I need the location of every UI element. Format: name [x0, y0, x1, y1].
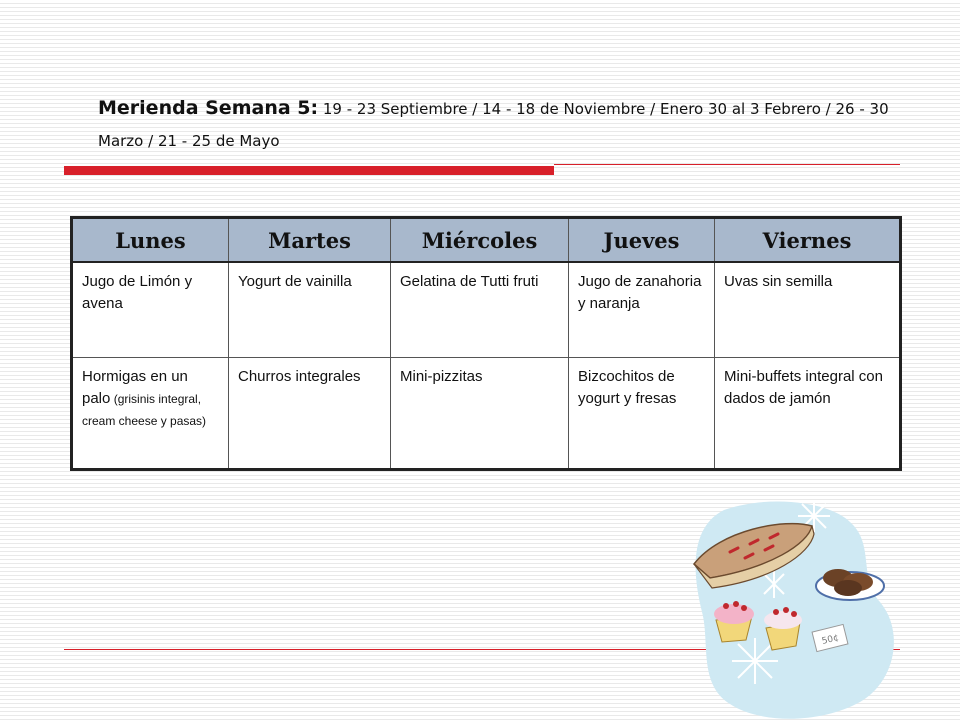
cell-lunes-2-main: Hormigas en un palo: [82, 368, 188, 407]
column-header-viernes: Viernes: [715, 218, 901, 263]
table-row: [72, 262, 901, 358]
price-tag-label: 50¢: [820, 633, 841, 647]
page-title: [98, 92, 898, 157]
cell-lunes-1: Jugo de Limón y avena: [72, 262, 229, 358]
bake-sale-illustration: [690, 492, 905, 720]
cell-viernes-1: Uvas sin semilla: [715, 262, 901, 358]
cookies-plate-icon: [816, 569, 884, 600]
table-row: [72, 358, 901, 470]
column-header-lunes: Lunes: [72, 218, 229, 263]
cell-lunes-2: [72, 358, 229, 470]
column-header-martes: Martes: [229, 218, 391, 263]
column-header-miercoles: Miércoles: [391, 218, 569, 263]
table-header-row: [72, 218, 901, 263]
title-lead: Merienda Semana 5:: [98, 97, 319, 119]
cell-martes-1: Yogurt de vainilla: [229, 262, 391, 358]
cell-lunes-2-note: (grisinis integral, cream cheese y pasas): [82, 392, 207, 428]
top-divider: [554, 164, 900, 165]
cell-jueves-1: Jugo de zanahoria y naranja: [569, 262, 715, 358]
title-dates: 19 - 23 Septiembre / 14 - 18 de Noviembre / Enero 30 al 3 Febrero / 26 - 30 Marzo / 21 - 25 de Mayo: [98, 100, 889, 150]
cell-martes-2: Churros integrales: [229, 358, 391, 470]
column-header-jueves: Jueves: [569, 218, 715, 263]
snack-menu-table: [70, 216, 902, 471]
cell-miercoles-1: Gelatina de Tutti fruti: [391, 262, 569, 358]
cell-jueves-2: Bizcochitos de yogurt y fresas: [569, 358, 715, 470]
accent-bar: [64, 166, 554, 175]
cell-miercoles-2: Mini-pizzitas: [391, 358, 569, 470]
cell-viernes-2: Mini-buffets integral con dados de jamón: [715, 358, 901, 470]
